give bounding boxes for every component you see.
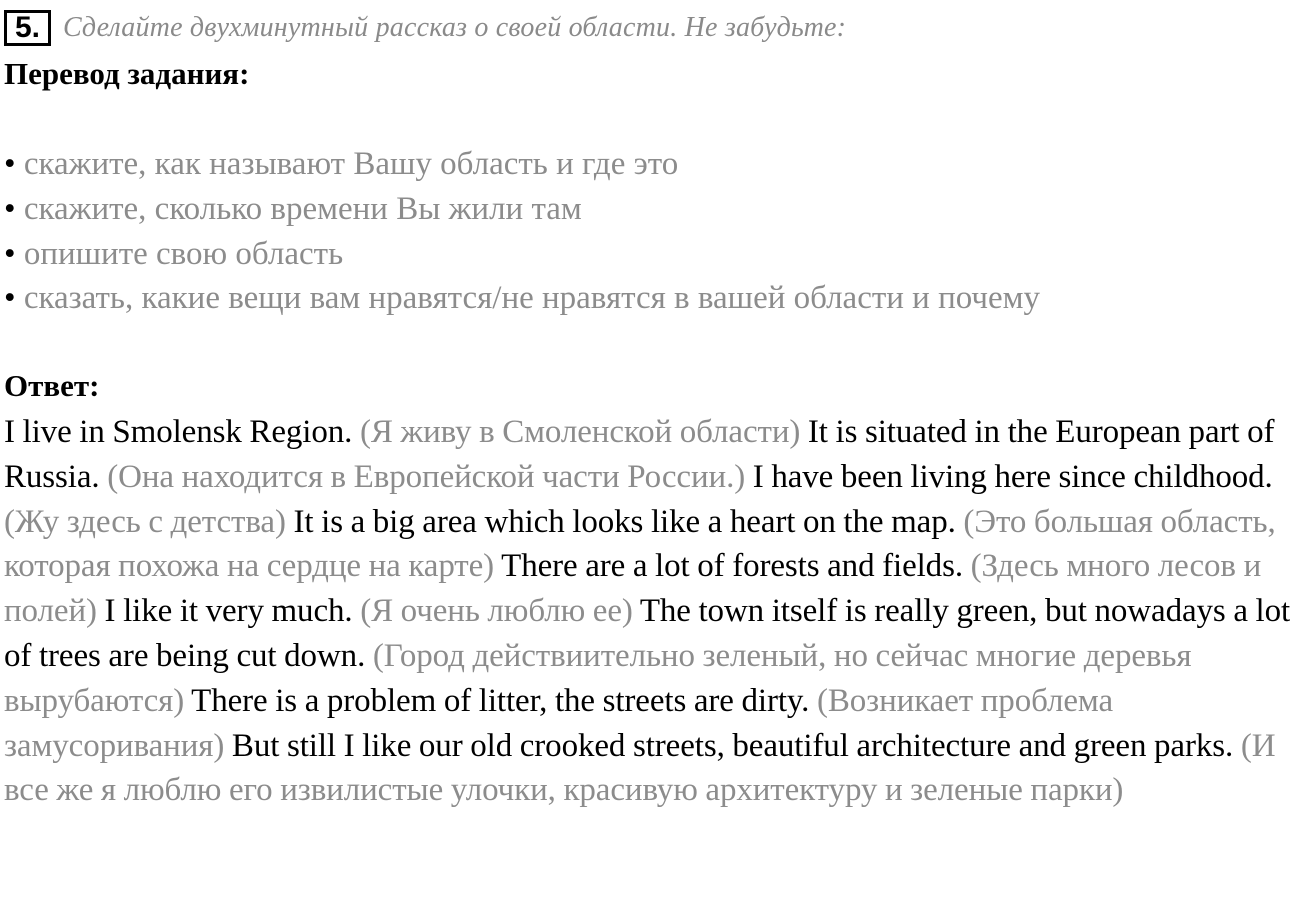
answer-english-sentence: The town itself is really green, but nowadays a lot of trees are being cut down. — [4, 593, 1291, 674]
bullet-icon: • — [4, 190, 16, 227]
bullet-item — [4, 142, 1040, 187]
answer-english-sentence: But still I like our old crooked streets, beautiful architecture and green parks. — [231, 727, 1234, 764]
bullet-text: опишите свою область — [23, 235, 344, 272]
task-instruction: Сделайте двухминутный рассказ о своей области. Не забудьте: — [63, 12, 847, 43]
bullet-item — [4, 232, 1040, 277]
bullet-text: скажите, сколько времени Вы жили там — [23, 190, 582, 227]
answer-english-sentence: I like it very much. — [104, 593, 353, 630]
answer-russian-translation: (Возникает проблема замусоривания) — [4, 682, 1113, 764]
translation-bullet-list — [4, 142, 1040, 321]
answer-english-sentence: I have been living here since childhood. — [752, 458, 1273, 495]
answer-russian-translation: (И все же я люблю его извилистые улочки, красивую архитектуру и зеленые парки) — [4, 727, 1276, 809]
answer-english-sentence: There is a problem of litter, the streets are dirty. — [191, 682, 810, 719]
answer-russian-translation: (Я живу в Смоленской области) — [359, 414, 801, 450]
task-header — [4, 10, 846, 46]
bullet-icon: • — [4, 146, 16, 182]
bullet-item — [4, 187, 1040, 232]
answer-english-sentence: There are a lot of forests and fields. — [501, 548, 963, 585]
bullet-text: скажите, как называют Вашу область и где это — [23, 146, 679, 182]
answer-english-sentence: I live in Smolensk Region. — [4, 414, 353, 450]
bullet-text: сказать, какие вещи вам нравятся/не нравятся в вашей области и почему — [23, 280, 1041, 317]
answer-english-sentence: It is a big area which looks like a heart on the map. — [293, 503, 956, 540]
task-number-box: 5. — [4, 10, 51, 46]
answer-russian-translation: (Я очень люблю ее) — [360, 593, 633, 630]
answer-english-sentence: It is situated in the European part of Russia. — [4, 414, 1275, 495]
bullet-item — [4, 276, 1040, 321]
answer-russian-translation: (Она находится в Европейской части России.) — [107, 458, 746, 495]
answer-russian-translation: (Город действиительно зеленый, но сейчас многие деревья вырубаются) — [4, 637, 1192, 719]
answer-heading: Ответ: — [4, 368, 100, 403]
translation-heading: Перевод задания: — [4, 56, 250, 91]
bullet-icon: • — [4, 280, 16, 317]
answer-russian-translation: (Это большая область, которая похожа на сердце на карте) — [4, 503, 1276, 585]
answer-text — [4, 410, 1296, 813]
answer-russian-translation: (Здесь много лесов и полей) — [4, 548, 1262, 630]
bullet-icon: • — [4, 235, 16, 272]
answer-russian-translation: (Жу здесь с детства) — [4, 503, 286, 540]
